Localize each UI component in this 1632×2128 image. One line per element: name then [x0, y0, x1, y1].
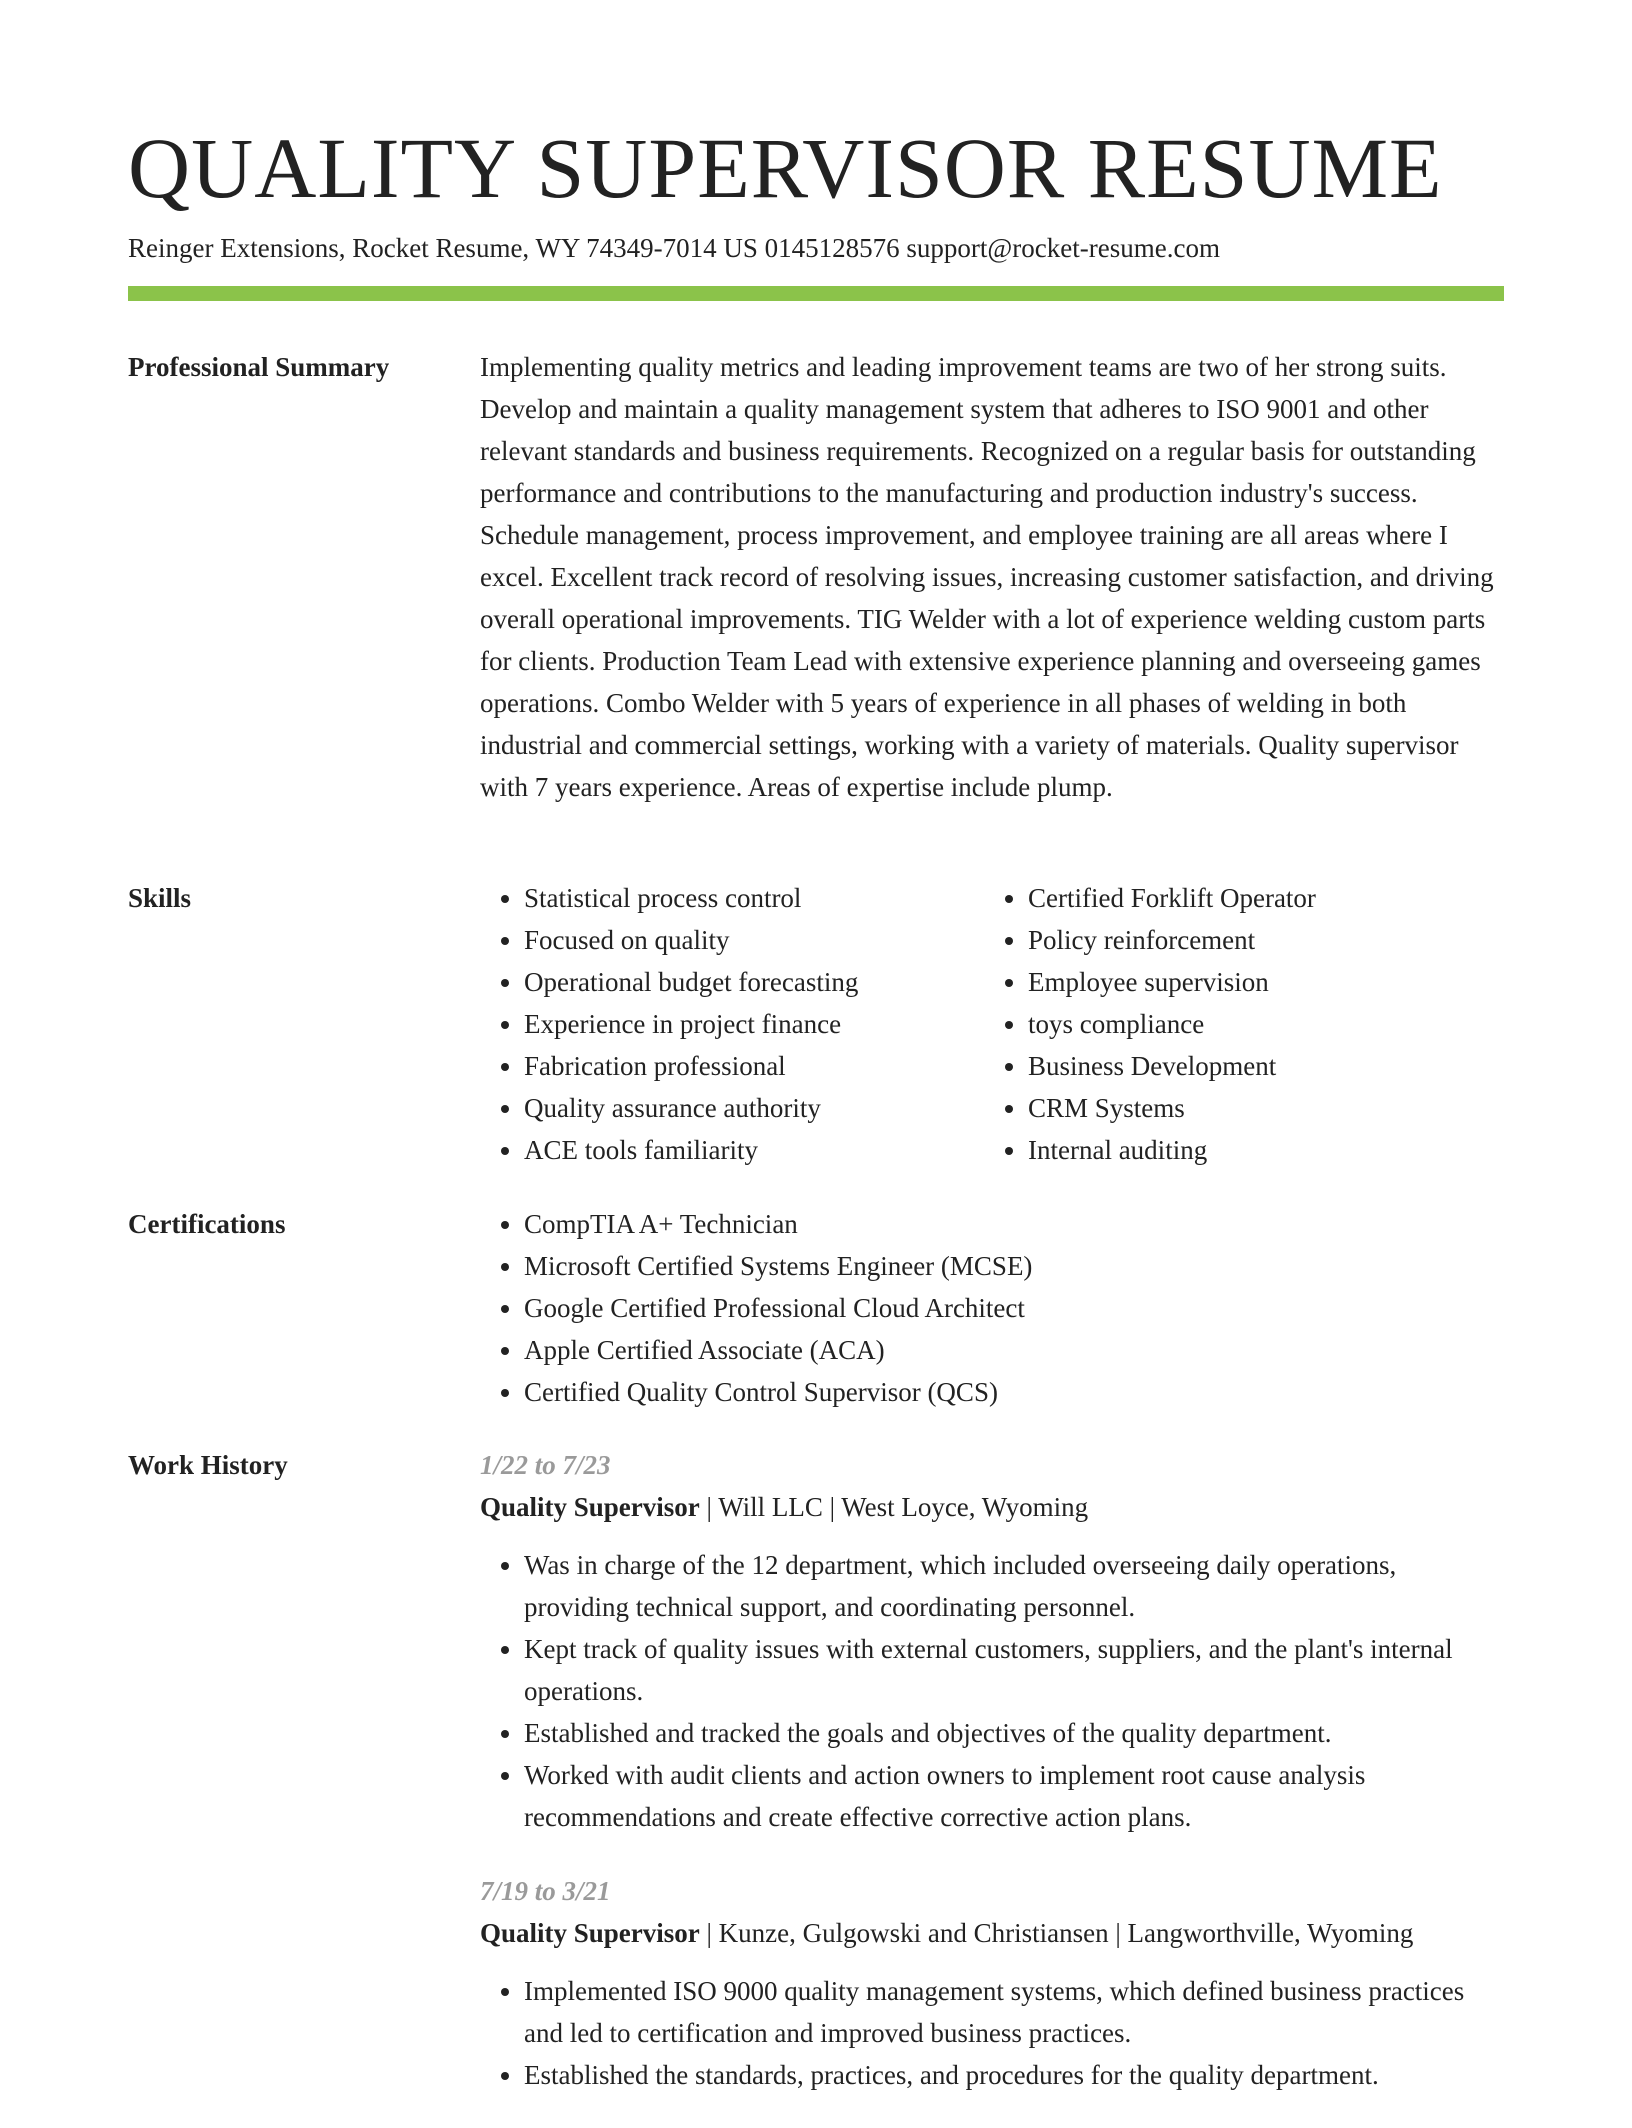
skill-item: • Statistical process control: [524, 877, 984, 919]
summary-text: Implementing quality metrics and leading improvement teams are two of her strong suits. Develop and maintain a quality management system that adheres to ISO 9001 and other relevant standards and business requirements. Recognized on a regular basis for outstanding performance and contributions to the manufacturing and production industry's success. Schedule management, process improvement, and employee training are all areas where I excel. Excellent track record of resolving issues, increasing customer satisfaction, and driving overall operational improvements. TIG Welder with a lot of experience welding custom parts for clients. Production Team Lead with extensive experience planning and overseeing games operations. Combo Welder with 5 years of experience in all phases of welding in both industrial and commercial settings, working with a variety of materials. Quality supervisor with 7 years experience. Areas of expertise include plump.: [480, 352, 1494, 802]
accent-divider: [128, 286, 1504, 301]
skill-item: • Certified Forklift Operator: [1028, 877, 1488, 919]
job-entry: [480, 1870, 1504, 2096]
skill-item: • Focused on quality: [524, 919, 984, 961]
certification-item: • CompTIA A+ Technician: [524, 1203, 1504, 1245]
job-bullets: [480, 1970, 1504, 2096]
skills-column-right: [984, 877, 1488, 1171]
job-title: Quality Supervisor: [480, 1918, 700, 1948]
certifications-heading: Certifications: [128, 1209, 286, 1239]
job-bullet: • Implemented ISO 9000 quality management systems, which defined business practices and led to certification and improved business practices.: [524, 1970, 1504, 2054]
skill-item: • Policy reinforcement: [1028, 919, 1488, 961]
skills-heading: Skills: [128, 883, 192, 913]
skill-item: • Fabrication professional: [524, 1045, 984, 1087]
summary-heading: Professional Summary: [128, 352, 390, 382]
certification-item: • Microsoft Certified Systems Engineer (MCSE): [524, 1245, 1504, 1287]
skill-item: • toys compliance: [1028, 1003, 1488, 1045]
skill-item: • Operational budget forecasting: [524, 961, 984, 1003]
job-title: Quality Supervisor: [480, 1492, 700, 1522]
skills-section: [480, 877, 1504, 1171]
job-bullet: • Kept track of quality issues with external customers, suppliers, and the plant's internal operations.: [524, 1628, 1504, 1712]
job-header: [480, 1486, 1504, 1528]
contact-line: Reinger Extensions, Rocket Resume, WY 74349-7014 US 0145128576 support@rocket-resume.com: [128, 233, 1220, 263]
job-header: [480, 1912, 1504, 1954]
job-details: | Will LLC | West Loyce, Wyoming: [699, 1492, 1089, 1522]
resume-title: QUALITY SUPERVISOR RESUME: [128, 120, 1443, 216]
job-bullet: • Established and tracked the goals and objectives of the quality department.: [524, 1712, 1504, 1754]
job-bullet: • Worked with audit clients and action owners to implement root cause analysis recommendations and create effective corrective action plans.: [524, 1754, 1504, 1838]
job-entry: [480, 1444, 1504, 1838]
job-bullet: • Was in charge of the 12 department, which included overseeing daily operations, providing technical support, and coordinating personnel.: [524, 1544, 1504, 1628]
certification-item: • Google Certified Professional Cloud Architect: [524, 1287, 1504, 1329]
job-dates: 1/22 to 7/23: [480, 1450, 611, 1480]
work-history-heading: Work History: [128, 1450, 288, 1480]
certification-item: • Certified Quality Control Supervisor (QCS): [524, 1371, 1504, 1413]
skill-item: • Employee supervision: [1028, 961, 1488, 1003]
skills-column-left: [480, 877, 984, 1171]
skill-item: • Business Development: [1028, 1045, 1488, 1087]
skill-item: • Experience in project finance: [524, 1003, 984, 1045]
job-bullets: [480, 1544, 1504, 1838]
certifications-section: [480, 1203, 1504, 1413]
job-bullet: • Established the standards, practices, and procedures for the quality department.: [524, 2054, 1504, 2096]
certification-item: • Apple Certified Associate (ACA): [524, 1329, 1504, 1371]
skill-item: • Quality assurance authority: [524, 1087, 984, 1129]
skill-item: • Internal auditing: [1028, 1129, 1488, 1171]
skill-item: • CRM Systems: [1028, 1087, 1488, 1129]
job-details: | Kunze, Gulgowski and Christiansen | Langworthville, Wyoming: [699, 1918, 1414, 1948]
summary-section: [480, 346, 1504, 808]
work-history-section: [480, 1444, 1504, 2128]
skill-item: • ACE tools familiarity: [524, 1129, 984, 1171]
job-dates: 7/19 to 3/21: [480, 1876, 611, 1906]
